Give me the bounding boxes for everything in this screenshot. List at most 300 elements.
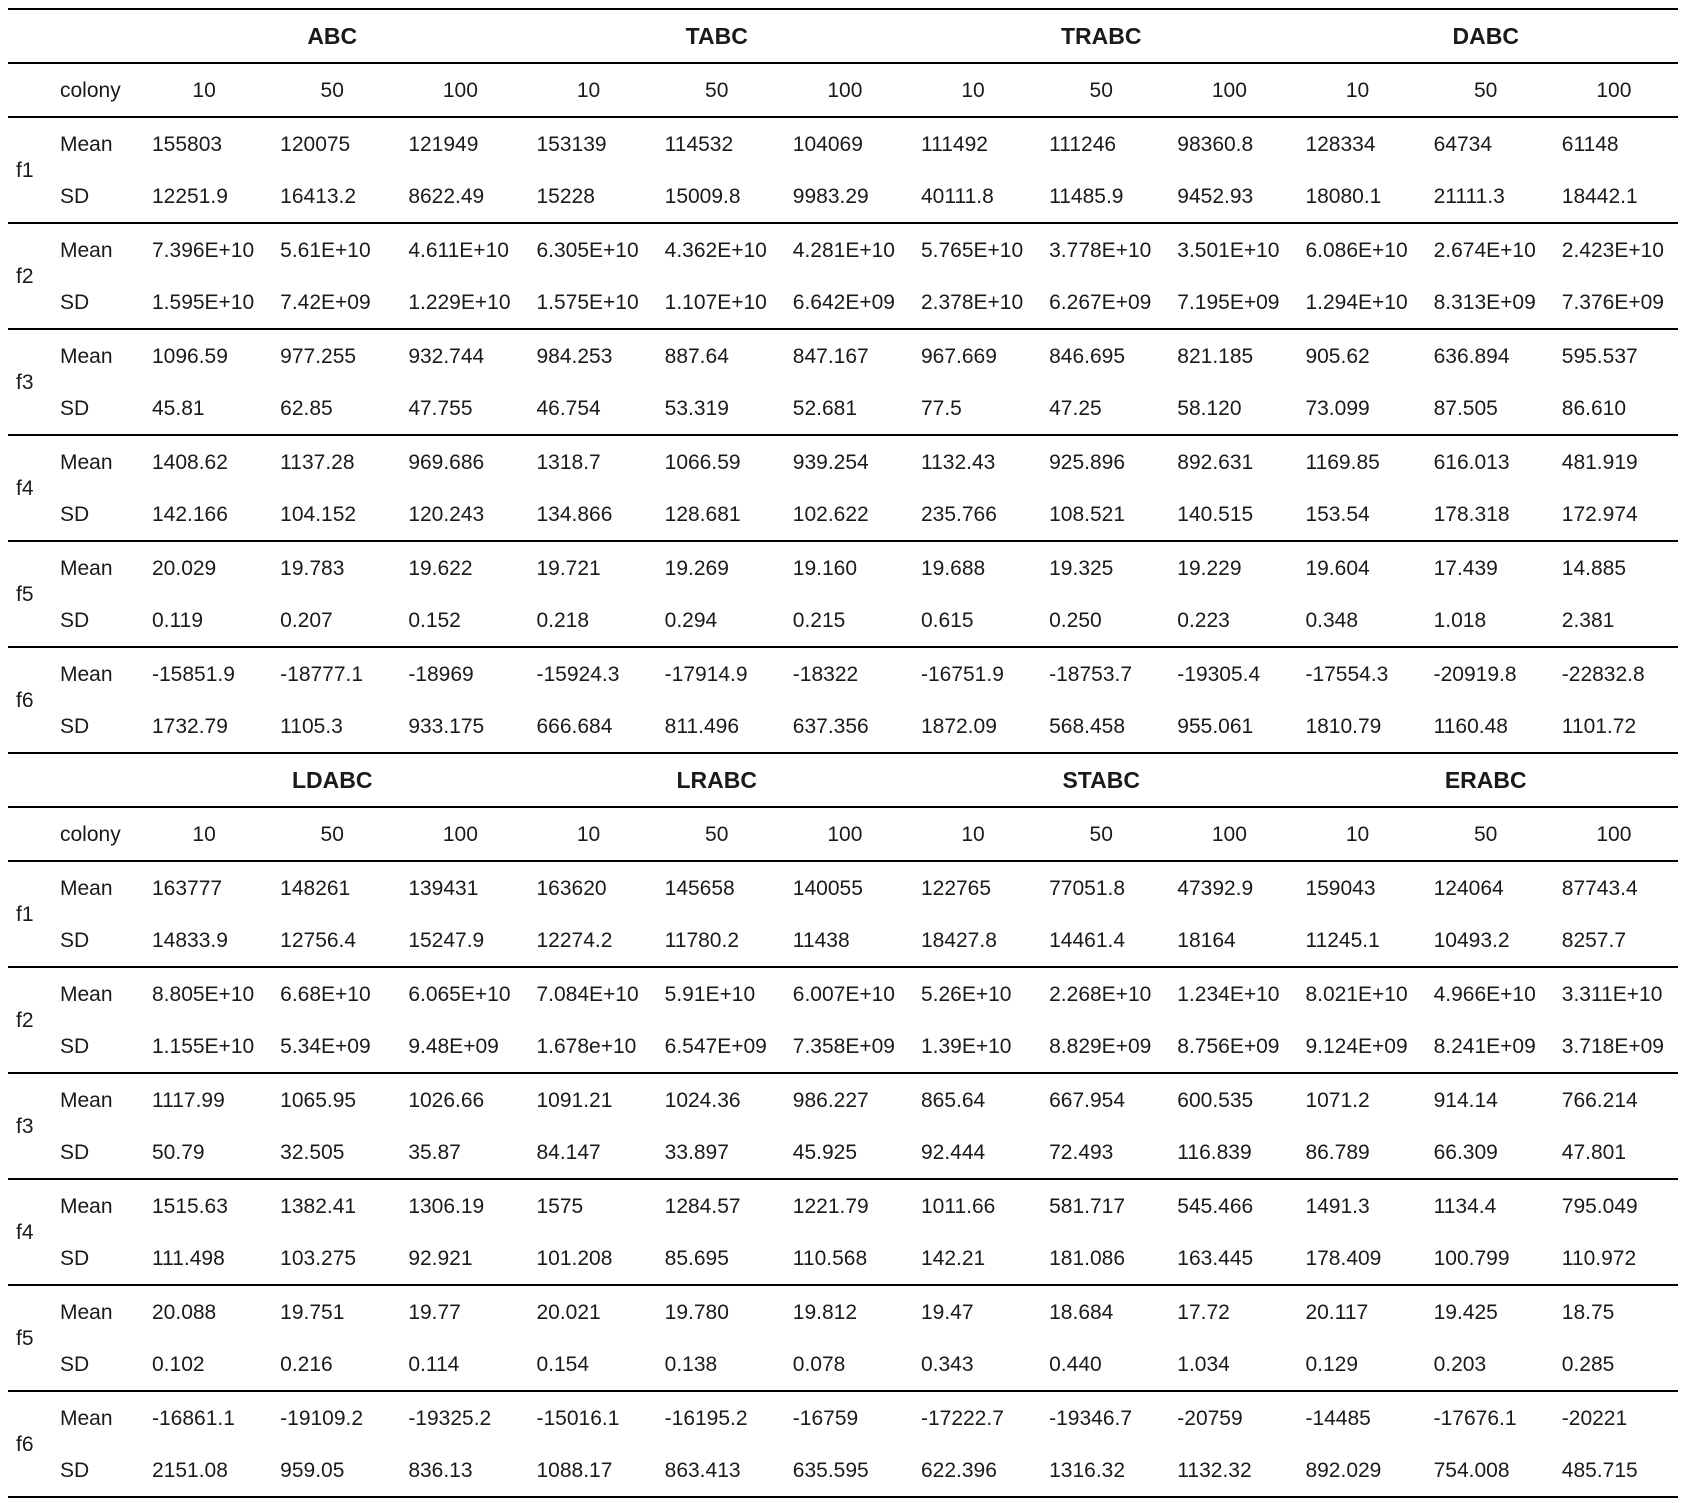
sd-row — [8, 914, 1678, 967]
sd-row — [8, 1126, 1678, 1179]
function-label: f2 — [8, 223, 56, 329]
mean-value: 4.281E+10 — [792, 238, 895, 262]
mean-value: 124064 — [1433, 876, 1504, 900]
colony-size-header: 100 — [396, 807, 524, 861]
mean-row — [8, 1179, 1678, 1232]
sd-value: 85.695 — [653, 1232, 781, 1285]
mean-row — [8, 117, 1678, 170]
algorithm-header: TRABC — [909, 9, 1293, 63]
mean-value: 1408.62 — [152, 450, 228, 474]
sd-value: 181.086 — [1037, 1232, 1165, 1285]
mean-value: 1011.66 — [920, 1194, 996, 1218]
mean-value: -20919.8 — [1433, 662, 1517, 686]
mean-value: 6.065E+10 — [408, 982, 511, 1006]
sd-value: 178.318 — [1422, 488, 1550, 541]
mean-value: 19.780 — [664, 1300, 729, 1324]
mean-value: 19.269 — [664, 556, 729, 580]
sd-value: 101.208 — [524, 1232, 652, 1285]
mean-label: Mean — [60, 1088, 113, 1112]
mean-value: 932.744 — [408, 344, 485, 368]
mean-value: 19.812 — [792, 1300, 858, 1324]
sd-value: 1132.32 — [1165, 1444, 1293, 1497]
mean-value: 18.684 — [1049, 1300, 1114, 1324]
sd-value: 142.21 — [909, 1232, 1037, 1285]
mean-value: 977.255 — [280, 344, 357, 368]
sd-value: 32.505 — [268, 1126, 396, 1179]
mean-value: -17914.9 — [664, 662, 748, 686]
sd-value: 0.154 — [524, 1338, 652, 1391]
algorithm-header: STABC — [909, 753, 1293, 807]
colony-size-header: 50 — [1422, 63, 1550, 117]
sd-row — [8, 700, 1678, 753]
mean-value: 1071.2 — [1305, 1088, 1370, 1112]
mean-value: 4.362E+10 — [664, 238, 767, 262]
mean-value: 2.423E+10 — [1561, 238, 1664, 262]
mean-label: Mean — [60, 556, 113, 580]
sd-value: 959.05 — [268, 1444, 396, 1497]
mean-value: 6.68E+10 — [280, 982, 371, 1006]
mean-value: -14485 — [1305, 1406, 1371, 1430]
mean-value: 155803 — [152, 132, 223, 156]
mean-value: 865.64 — [920, 1088, 986, 1112]
mean-value: 887.64 — [664, 344, 729, 368]
colony-size-header: 100 — [396, 63, 524, 117]
mean-value: -19109.2 — [280, 1406, 364, 1430]
colony-size-header: 50 — [268, 807, 396, 861]
sd-value: 7.195E+09 — [1165, 276, 1293, 329]
sd-value: 863.413 — [653, 1444, 781, 1497]
mean-value: 64734 — [1433, 132, 1493, 156]
mean-value: 19.604 — [1305, 556, 1370, 580]
sd-value: 0.114 — [396, 1338, 524, 1391]
sd-value: 15247.9 — [396, 914, 524, 967]
sd-value: 11245.1 — [1293, 914, 1421, 967]
mean-value: 846.695 — [1049, 344, 1126, 368]
sd-value: 0.129 — [1293, 1338, 1421, 1391]
algorithm-header-row — [8, 9, 1678, 63]
results-table-body — [8, 9, 1678, 1497]
function-label: f4 — [8, 435, 56, 541]
mean-value: 1318.7 — [536, 450, 601, 474]
mean-value: 1066.59 — [664, 450, 741, 474]
header-spacer — [8, 63, 56, 117]
mean-value: 5.26E+10 — [920, 982, 1012, 1006]
sd-value: 0.285 — [1550, 1338, 1678, 1391]
mean-value: -20221 — [1561, 1406, 1628, 1430]
sd-value: 0.078 — [781, 1338, 909, 1391]
sd-label: SD — [56, 594, 140, 647]
sd-value: 0.343 — [909, 1338, 1037, 1391]
mean-value: 1117.99 — [152, 1088, 225, 1112]
sd-value: 1.107E+10 — [653, 276, 781, 329]
mean-value: 19.229 — [1177, 556, 1242, 580]
mean-value: -20759 — [1177, 1406, 1243, 1430]
mean-value: 7.396E+10 — [152, 238, 255, 262]
colony-label: colony — [56, 63, 140, 117]
sd-value: 86.789 — [1293, 1126, 1421, 1179]
mean-value: 6.007E+10 — [792, 982, 895, 1006]
sd-value: 178.409 — [1293, 1232, 1421, 1285]
sd-label: SD — [56, 276, 140, 329]
header-spacer — [8, 807, 56, 861]
sd-label: SD — [56, 1444, 140, 1497]
mean-value: 2.674E+10 — [1433, 238, 1536, 262]
sd-label: SD — [56, 700, 140, 753]
sd-value: 485.715 — [1550, 1444, 1678, 1497]
sd-value: 12251.9 — [140, 170, 268, 223]
mean-value: 139431 — [408, 876, 479, 900]
sd-value: 140.515 — [1165, 488, 1293, 541]
mean-value: -16759 — [792, 1406, 859, 1430]
colony-header-row — [8, 807, 1678, 861]
mean-value: 5.91E+10 — [664, 982, 756, 1006]
colony-size-header: 50 — [1037, 807, 1165, 861]
mean-value: -16195.2 — [664, 1406, 748, 1430]
sd-value: 33.897 — [653, 1126, 781, 1179]
mean-value: 969.686 — [408, 450, 485, 474]
mean-row — [8, 647, 1678, 700]
mean-value: 20.117 — [1305, 1300, 1369, 1324]
sd-value: 100.799 — [1422, 1232, 1550, 1285]
sd-value: 6.547E+09 — [653, 1020, 781, 1073]
mean-row — [8, 329, 1678, 382]
mean-value: 104069 — [792, 132, 863, 156]
algorithm-header: TABC — [524, 9, 908, 63]
mean-value: -16751.9 — [920, 662, 1004, 686]
colony-size-header: 50 — [653, 807, 781, 861]
sd-value: 18080.1 — [1293, 170, 1421, 223]
function-label: f2 — [8, 967, 56, 1073]
mean-row — [8, 1391, 1678, 1444]
mean-value: 600.535 — [1177, 1088, 1254, 1112]
mean-row — [8, 1073, 1678, 1126]
mean-value: 636.894 — [1433, 344, 1510, 368]
mean-value: 3.778E+10 — [1049, 238, 1152, 262]
sd-value: 142.166 — [140, 488, 268, 541]
sd-value: 0.223 — [1165, 594, 1293, 647]
mean-value: -16861.1 — [152, 1406, 235, 1430]
function-label: f6 — [8, 1391, 56, 1497]
sd-value: 21111.3 — [1422, 170, 1550, 223]
sd-value: 40111.8 — [909, 170, 1037, 223]
mean-label: Mean — [60, 132, 113, 156]
mean-value: 19.783 — [280, 556, 345, 580]
sd-value: 0.250 — [1037, 594, 1165, 647]
sd-value: 92.444 — [909, 1126, 1037, 1179]
mean-value: 1132.43 — [920, 450, 996, 474]
mean-value: -17222.7 — [920, 1406, 1004, 1430]
mean-value: 1024.36 — [664, 1088, 741, 1112]
colony-label: colony — [56, 807, 140, 861]
mean-value: 925.896 — [1049, 450, 1126, 474]
sd-value: 0.119 — [140, 594, 268, 647]
sd-value: 15009.8 — [653, 170, 781, 223]
sd-value: 15228 — [524, 170, 652, 223]
mean-value: 98360.8 — [1177, 132, 1254, 156]
sd-value: 0.440 — [1037, 1338, 1165, 1391]
colony-size-header: 10 — [524, 63, 652, 117]
sd-value: 811.496 — [653, 700, 781, 753]
sd-value: 46.754 — [524, 382, 652, 435]
colony-size-header: 100 — [1550, 63, 1678, 117]
sd-value: 53.319 — [653, 382, 781, 435]
sd-value: 0.203 — [1422, 1338, 1550, 1391]
sd-value: 6.267E+09 — [1037, 276, 1165, 329]
mean-value: 14.885 — [1561, 556, 1626, 580]
sd-row — [8, 1232, 1678, 1285]
sd-value: 73.099 — [1293, 382, 1421, 435]
mean-value: 1575 — [536, 1194, 584, 1218]
mean-value: 7.084E+10 — [536, 982, 639, 1006]
sd-value: 892.029 — [1293, 1444, 1421, 1497]
mean-value: 8.805E+10 — [152, 982, 255, 1006]
mean-value: 122765 — [920, 876, 992, 900]
sd-value: 153.54 — [1293, 488, 1421, 541]
mean-value: 939.254 — [792, 450, 869, 474]
sd-value: 62.85 — [268, 382, 396, 435]
mean-value: 1096.59 — [152, 344, 228, 368]
algorithm-header: DABC — [1293, 9, 1678, 63]
sd-value: 92.921 — [396, 1232, 524, 1285]
sd-value: 1105.3 — [268, 700, 396, 753]
sd-value: 102.622 — [781, 488, 909, 541]
mean-value: 163777 — [152, 876, 223, 900]
function-label: f4 — [8, 1179, 56, 1285]
colony-size-header: 100 — [781, 807, 909, 861]
sd-value: 0.138 — [653, 1338, 781, 1391]
sd-value: 66.309 — [1422, 1126, 1550, 1179]
colony-size-header: 100 — [781, 63, 909, 117]
sd-value: 0.102 — [140, 1338, 268, 1391]
mean-value: 19.721 — [536, 556, 601, 580]
sd-value: 1732.79 — [140, 700, 268, 753]
sd-value: 0.615 — [909, 594, 1037, 647]
mean-label: Mean — [60, 1406, 113, 1430]
header-spacer — [8, 9, 140, 63]
sd-value: 163.445 — [1165, 1232, 1293, 1285]
mean-value: -17676.1 — [1433, 1406, 1517, 1430]
mean-row — [8, 435, 1678, 488]
sd-value: 111.498 — [140, 1232, 268, 1285]
mean-value: 6.086E+10 — [1305, 238, 1408, 262]
colony-size-header: 50 — [653, 63, 781, 117]
sd-value: 8.313E+09 — [1422, 276, 1550, 329]
colony-size-header: 10 — [1293, 807, 1421, 861]
mean-value: 19.425 — [1433, 1300, 1498, 1324]
sd-value: 128.681 — [653, 488, 781, 541]
mean-value: 19.160 — [792, 556, 858, 580]
results-table — [8, 8, 1678, 1498]
mean-value: 481.919 — [1561, 450, 1638, 474]
sd-value: 10493.2 — [1422, 914, 1550, 967]
sd-value: 0.348 — [1293, 594, 1421, 647]
sd-value: 104.152 — [268, 488, 396, 541]
mean-value: 20.021 — [536, 1300, 601, 1324]
sd-value: 1.229E+10 — [396, 276, 524, 329]
sd-value: 1160.48 — [1422, 700, 1550, 753]
mean-value: 1169.85 — [1305, 450, 1380, 474]
sd-value: 7.42E+09 — [268, 276, 396, 329]
mean-value: -19325.2 — [408, 1406, 492, 1430]
sd-value: 110.568 — [781, 1232, 909, 1285]
sd-label: SD — [56, 170, 140, 223]
sd-value: 108.521 — [1037, 488, 1165, 541]
sd-value: 8257.7 — [1550, 914, 1678, 967]
sd-value: 11438 — [781, 914, 909, 967]
sd-value: 86.610 — [1550, 382, 1678, 435]
mean-value: -18322 — [792, 662, 859, 686]
sd-value: 622.396 — [909, 1444, 1037, 1497]
function-label: f5 — [8, 541, 56, 647]
mean-value: 616.013 — [1433, 450, 1510, 474]
mean-value: 18.75 — [1561, 1300, 1615, 1324]
sd-value: 0.218 — [524, 594, 652, 647]
sd-value: 18164 — [1165, 914, 1293, 967]
mean-value: 153139 — [536, 132, 607, 156]
mean-label: Mean — [60, 450, 113, 474]
colony-header-row — [8, 63, 1678, 117]
sd-value: 8.756E+09 — [1165, 1020, 1293, 1073]
sd-value: 1.018 — [1422, 594, 1550, 647]
colony-size-header: 10 — [140, 807, 268, 861]
mean-value: -15016.1 — [536, 1406, 620, 1430]
sd-value: 47.25 — [1037, 382, 1165, 435]
sd-row — [8, 1444, 1678, 1497]
sd-value: 1.595E+10 — [140, 276, 268, 329]
mean-value: 1515.63 — [152, 1194, 228, 1218]
mean-value: 967.669 — [920, 344, 997, 368]
mean-value: 892.631 — [1177, 450, 1254, 474]
mean-label: Mean — [60, 1194, 113, 1218]
mean-value: 19.325 — [1049, 556, 1114, 580]
mean-value: -19346.7 — [1049, 1406, 1133, 1430]
mean-label: Mean — [60, 1300, 113, 1324]
mean-value: -18777.1 — [280, 662, 364, 686]
algorithm-header: ABC — [140, 9, 524, 63]
sd-row — [8, 276, 1678, 329]
colony-size-header: 100 — [1165, 63, 1293, 117]
function-label: f3 — [8, 1073, 56, 1179]
mean-value: 163620 — [536, 876, 607, 900]
sd-value: 1101.72 — [1550, 700, 1678, 753]
mean-value: 1.234E+10 — [1177, 982, 1280, 1006]
sd-value: 1872.09 — [909, 700, 1037, 753]
mean-value: 581.717 — [1049, 1194, 1126, 1218]
sd-value: 1.155E+10 — [140, 1020, 268, 1073]
mean-value: 905.62 — [1305, 344, 1370, 368]
function-label: f3 — [8, 329, 56, 435]
mean-value: 1091.21 — [536, 1088, 613, 1112]
mean-value: -18753.7 — [1049, 662, 1133, 686]
mean-value: 1284.57 — [664, 1194, 741, 1218]
sd-row — [8, 170, 1678, 223]
mean-value: 821.185 — [1177, 344, 1254, 368]
mean-value: 595.537 — [1561, 344, 1638, 368]
mean-value: -17554.3 — [1305, 662, 1389, 686]
sd-value: 9.48E+09 — [396, 1020, 524, 1073]
mean-value: 766.214 — [1561, 1088, 1638, 1112]
sd-row — [8, 594, 1678, 647]
mean-value: 847.167 — [792, 344, 869, 368]
sd-label: SD — [56, 1020, 140, 1073]
sd-value: 1.294E+10 — [1293, 276, 1421, 329]
mean-value: 17.72 — [1177, 1300, 1230, 1324]
mean-label: Mean — [60, 982, 113, 1006]
sd-label: SD — [56, 488, 140, 541]
mean-value: 8.021E+10 — [1305, 982, 1408, 1006]
mean-value: 914.14 — [1433, 1088, 1498, 1112]
function-label: f1 — [8, 861, 56, 967]
colony-size-header: 10 — [1293, 63, 1421, 117]
mean-value: 1491.3 — [1305, 1194, 1370, 1218]
mean-value: 1137.28 — [280, 450, 355, 474]
sd-value: 0.216 — [268, 1338, 396, 1391]
sd-value: 666.684 — [524, 700, 652, 753]
colony-size-header: 50 — [1037, 63, 1165, 117]
mean-value: -19305.4 — [1177, 662, 1261, 686]
sd-value: 1.39E+10 — [909, 1020, 1037, 1073]
mean-value: 159043 — [1305, 876, 1376, 900]
function-label: f6 — [8, 647, 56, 753]
sd-value: 1088.17 — [524, 1444, 652, 1497]
sd-value: 87.505 — [1422, 382, 1550, 435]
sd-value: 50.79 — [140, 1126, 268, 1179]
algorithm-header-row — [8, 753, 1678, 807]
mean-row — [8, 861, 1678, 914]
algorithm-header: ERABC — [1293, 753, 1678, 807]
sd-value: 568.458 — [1037, 700, 1165, 753]
sd-value: 172.974 — [1550, 488, 1678, 541]
mean-value: -15851.9 — [152, 662, 235, 686]
mean-value: 20.088 — [152, 1300, 217, 1324]
sd-value: 7.376E+09 — [1550, 276, 1678, 329]
sd-value: 110.972 — [1550, 1232, 1678, 1285]
mean-row — [8, 967, 1678, 1020]
sd-value: 235.766 — [909, 488, 1037, 541]
header-spacer — [8, 753, 140, 807]
sd-row — [8, 382, 1678, 435]
mean-value: 4.966E+10 — [1433, 982, 1536, 1006]
sd-row — [8, 1020, 1678, 1073]
mean-value: 77051.8 — [1049, 876, 1126, 900]
sd-value: 9452.93 — [1165, 170, 1293, 223]
sd-value: 1810.79 — [1293, 700, 1421, 753]
mean-value: 111492 — [920, 132, 988, 156]
colony-size-header: 10 — [909, 63, 1037, 117]
mean-row — [8, 223, 1678, 276]
mean-label: Mean — [60, 344, 113, 368]
sd-value: 5.34E+09 — [268, 1020, 396, 1073]
mean-value: 111246 — [1049, 132, 1117, 156]
mean-value: 667.954 — [1049, 1088, 1126, 1112]
sd-value: 47.801 — [1550, 1126, 1678, 1179]
mean-value: 19.688 — [920, 556, 986, 580]
mean-value: 986.227 — [792, 1088, 869, 1112]
mean-value: 5.765E+10 — [920, 238, 1024, 262]
sd-value: 18442.1 — [1550, 170, 1678, 223]
function-label: f1 — [8, 117, 56, 223]
colony-size-header: 10 — [140, 63, 268, 117]
sd-value: 836.13 — [396, 1444, 524, 1497]
mean-value: 121949 — [408, 132, 479, 156]
sd-label: SD — [56, 914, 140, 967]
sd-value: 0.294 — [653, 594, 781, 647]
mean-value: 87743.4 — [1561, 876, 1638, 900]
sd-value: 6.642E+09 — [781, 276, 909, 329]
sd-value: 1.575E+10 — [524, 276, 652, 329]
mean-value: 145658 — [664, 876, 735, 900]
mean-value: 795.049 — [1561, 1194, 1638, 1218]
